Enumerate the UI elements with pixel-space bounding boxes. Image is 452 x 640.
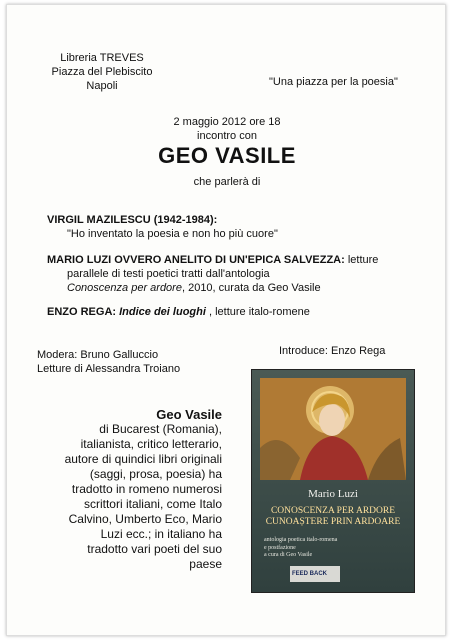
book-cover-art xyxy=(260,378,406,480)
book-author: Mario Luzi xyxy=(308,488,358,500)
guest-name: GEO VASILE xyxy=(158,143,296,168)
topic-line-rest: , 2010, curata da Geo Vasile xyxy=(181,282,321,294)
topic-rest: , letture italo-romene xyxy=(205,306,310,318)
venue-city: Napoli xyxy=(86,80,118,92)
event-date: 2 maggio 2012 ore 18 xyxy=(173,116,281,128)
topic-book-title: Indice dei luoghi xyxy=(119,306,206,318)
introduces-line: Introduce: Enzo Rega xyxy=(279,345,386,357)
moderator-line: Modera: Bruno Galluccio xyxy=(37,349,159,361)
topic-title: MARIO LUZI OVVERO ANELITO DI UN'EPICA SALVEZZA: xyxy=(47,254,345,266)
book-title-ro: CUNOAȘTERE PRIN ARDOARE xyxy=(265,517,401,527)
publisher-name: FEED BACK xyxy=(292,571,328,577)
book-title xyxy=(258,506,408,528)
topic-rega xyxy=(47,305,437,319)
readings-line: Letture di Alessandra Troiano xyxy=(37,363,181,375)
event-datetime xyxy=(127,115,327,143)
topic-subtitle: "Ho inventato la poesia e non ho più cuore" xyxy=(67,228,278,240)
topic-luzi xyxy=(47,253,437,295)
bio-name: Geo Vasile xyxy=(156,407,222,422)
venue-address: Piazza del Plebiscito xyxy=(51,66,153,78)
bio-text: di Bucarest (Romania), italianista, critico letterario, autore di quindici libri originali (saggi, prosa, poesia) ha tradotto in romeno numerosi scrittori italiani, come Italo Calvino, Umberto Eco, Mario Luzi ecc.; in italiano ha tradotto vari poeti del suo paese xyxy=(64,422,222,571)
book-title-ref: Conoscenza per ardore xyxy=(67,282,182,294)
venue-block xyxy=(47,51,157,93)
topic-title: VIRGIL MAZILESCU (1942-1984): xyxy=(47,214,218,226)
topic-mazilescu xyxy=(47,213,437,241)
book-subtitle xyxy=(264,537,404,560)
topic-line: parallele di testi poetici tratti dall'antologia xyxy=(67,268,270,280)
venue-name: Libreria TREVES xyxy=(60,52,144,64)
angel-painting-icon xyxy=(260,378,406,480)
author-bio xyxy=(57,407,222,572)
poster-page xyxy=(6,4,446,636)
publisher-logo xyxy=(290,566,340,582)
moderation-block xyxy=(37,348,237,376)
speaks-about: che parlerà di xyxy=(193,176,261,188)
book-subtitle-line: a cura di Geo Vasile xyxy=(264,552,313,558)
book-cover xyxy=(251,369,415,593)
topic-title: ENZO REGA: xyxy=(47,306,117,318)
event-tagline: "Una piazza per la poesia" xyxy=(269,76,398,88)
event-intro: incontro con xyxy=(197,130,257,142)
book-subtitle-line: e postfazione xyxy=(264,544,296,551)
topic-title-rest: letture xyxy=(344,254,379,266)
book-title-it: CONOSCENZA PER ARDORE xyxy=(270,506,396,516)
book-subtitle-line: antologia poetica italo-romena xyxy=(264,537,338,543)
